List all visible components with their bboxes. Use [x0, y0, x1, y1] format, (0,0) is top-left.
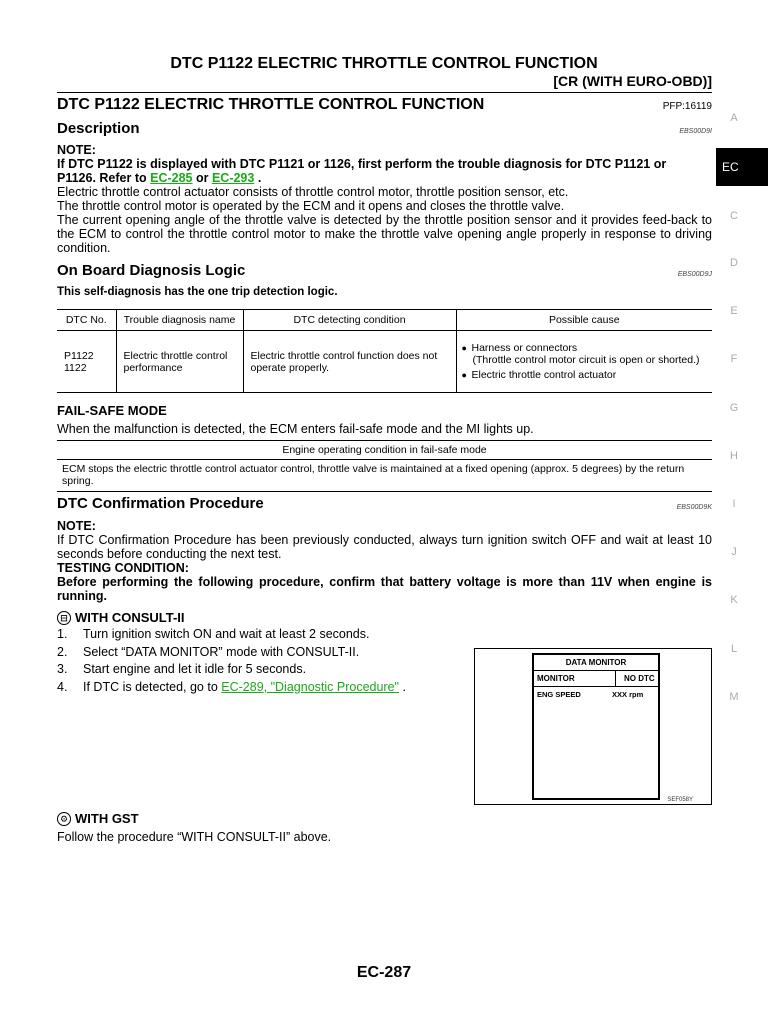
- confirmation-note-text: If DTC Confirmation Procedure has been previously conducted, always turn ignition switch OFF and wait at least 10 seconds before conducting the next test.: [57, 533, 712, 561]
- monitor-item-value: XXX rpm: [612, 690, 644, 699]
- description-paragraph-1: Electric throttle control actuator consists of throttle control motor, throttle position sensor, etc.: [57, 185, 569, 199]
- step-text: Turn ignition switch ON and wait at least 2 seconds.: [83, 627, 370, 641]
- failsafe-table-header: Engine operating condition in fail-safe mode: [57, 440, 712, 460]
- description-note-line2: [57, 171, 261, 185]
- description-code: EBS00D9I: [679, 128, 712, 135]
- description-heading: Description: [57, 120, 140, 137]
- description-note-line1: If DTC P1122 is displayed with DTC P1121 or 1126, first perform the trouble diagnosis for DTC P1121 or: [57, 157, 667, 171]
- failsafe-table-body: ECM stops the electric throttle control actuator control, throttle valve is maintained at a fixed opening (approx. 5 degrees) by the return spring.: [57, 460, 712, 492]
- testing-condition-label: TESTING CONDITION:: [57, 561, 189, 575]
- page-number: EC-287: [356, 964, 412, 981]
- sidebar-item-k[interactable]: K: [730, 594, 738, 606]
- sidebar-item-l[interactable]: L: [730, 643, 738, 655]
- column-header-dtc-no: DTC No.: [57, 310, 116, 331]
- monitor-column-label: MONITOR: [534, 671, 616, 686]
- sidebar-item-e[interactable]: E: [730, 305, 738, 317]
- consult-steps: [57, 627, 406, 697]
- trouble-name-cell: Electric throttle control performance: [116, 331, 243, 393]
- monitor-status: NO DTC: [624, 674, 655, 683]
- column-header-possible-cause: Possible cause: [456, 310, 712, 331]
- list-item: [57, 645, 406, 663]
- dtc-table: [57, 309, 712, 393]
- page-header-title: DTC P1122 ELECTRIC THROTTLE CONTROL FUNCTION: [170, 55, 598, 72]
- note-text-suffix: .: [254, 171, 262, 185]
- step-4-suffix: .: [398, 679, 406, 694]
- gst-text: Follow the procedure “WITH CONSULT-II” above.: [57, 830, 332, 844]
- testing-condition-text: Before performing the following procedure, confirm that battery voltage is more than 11V when engine is running.: [57, 575, 712, 603]
- step-text: Start engine and let it idle for 5 seconds.: [83, 662, 307, 676]
- dtc-code-short: 1122: [64, 361, 87, 374]
- step-number: 2.: [57, 644, 68, 659]
- list-item: [57, 627, 406, 645]
- link-ec-289-diagnostic-procedure[interactable]: EC-289, "Diagnostic Procedure": [221, 679, 399, 694]
- failsafe-heading: FAIL-SAFE MODE: [57, 403, 167, 418]
- header-rule: [57, 92, 712, 93]
- list-item: [57, 680, 406, 698]
- data-monitor-title: DATA MONITOR: [534, 655, 658, 671]
- data-monitor-header-row: [534, 671, 658, 687]
- obd-intro: This self-diagnosis has the one trip detection logic.: [57, 286, 338, 298]
- bullet-icon: ●: [461, 369, 467, 380]
- data-monitor-screen: [532, 653, 660, 800]
- cause-item: [462, 369, 706, 382]
- sidebar-item-c[interactable]: C: [730, 210, 738, 222]
- gst-icon: ⚙: [57, 812, 71, 826]
- sidebar-tab-ec[interactable]: EC: [716, 148, 768, 186]
- table-row: [57, 331, 712, 393]
- confirmation-heading: DTC Confirmation Procedure: [57, 495, 264, 512]
- confirmation-code: EBS00D9K: [676, 504, 712, 511]
- column-header-trouble-name: Trouble diagnosis name: [116, 310, 243, 331]
- gst-heading: WITH GST: [75, 811, 139, 826]
- monitor-item-name: ENG SPEED: [537, 690, 581, 699]
- consult-heading: WITH CONSULT-II: [75, 610, 185, 625]
- sidebar-item-f[interactable]: F: [730, 353, 738, 365]
- failsafe-text: When the malfunction is detected, the ECM enters fail-safe mode and the MI lights up.: [57, 422, 534, 436]
- sidebar-item-m[interactable]: M: [729, 691, 739, 703]
- note-text-prefix: P1126. Refer to: [57, 171, 151, 185]
- figure-code: SEF058Y: [667, 797, 693, 803]
- detecting-condition-cell: Electric throttle control function does not operate properly.: [243, 331, 456, 393]
- column-header-detecting-condition: DTC detecting condition: [243, 310, 456, 331]
- dtc-code: P1122: [64, 349, 94, 362]
- step-4-prefix: If DTC is detected, go to: [83, 679, 222, 694]
- step-number: 4.: [57, 679, 68, 694]
- consult-icon: ⊟: [57, 611, 71, 625]
- page-header-subtitle: [CR (WITH EURO-OBD)]: [553, 73, 712, 89]
- pfp-code: PFP:16119: [662, 101, 712, 112]
- sidebar-item-a[interactable]: A: [730, 112, 738, 124]
- sidebar-item-g[interactable]: G: [729, 402, 739, 414]
- gst-heading-row: [57, 811, 139, 826]
- sidebar-item-j[interactable]: J: [731, 546, 737, 558]
- confirmation-note-label: NOTE:: [57, 519, 96, 533]
- obd-heading: On Board Diagnosis Logic: [57, 262, 246, 279]
- step-text: [83, 680, 406, 698]
- description-paragraph-2: The throttle control motor is operated by the ECM and it opens and closes the throttle valve.: [57, 199, 565, 213]
- list-item: [57, 662, 406, 680]
- step-text: Select “DATA MONITOR” mode with CONSULT-II.: [83, 644, 360, 659]
- possible-cause-cell: [456, 331, 712, 393]
- data-monitor-item-row: [534, 687, 658, 703]
- dtc-table-header-row: [57, 310, 712, 331]
- dtc-number-cell: [57, 331, 116, 393]
- bullet-icon: ●: [461, 342, 467, 353]
- failsafe-table: [57, 440, 712, 492]
- step-number: 1.: [57, 627, 68, 641]
- sidebar-item-i[interactable]: I: [732, 498, 736, 510]
- link-ec-285[interactable]: EC-285: [150, 171, 193, 185]
- note-text-mid: or: [192, 171, 212, 185]
- obd-code: EBS00D9J: [677, 271, 712, 278]
- cause-2: Electric throttle control actuator: [471, 368, 617, 381]
- step-number: 3.: [57, 662, 68, 676]
- cause-item: [462, 342, 706, 366]
- data-monitor-figure: [474, 648, 712, 805]
- sidebar-item-h[interactable]: H: [730, 450, 738, 462]
- consult-heading-row: [57, 610, 185, 625]
- link-ec-293[interactable]: EC-293: [211, 171, 255, 185]
- cause-1-detail: (Throttle control motor circuit is open or shorted.): [472, 353, 700, 366]
- sidebar-item-d[interactable]: D: [730, 257, 738, 269]
- cause-1: Harness or connectors: [471, 341, 578, 354]
- description-note-label: NOTE:: [57, 143, 96, 157]
- description-paragraph-3: The current opening angle of the throttle valve is detected by the throttle position sensor and it provides feed-back to the ECM to control the throttle control motor to make the throttle valve opening angle properly in response to driving condition.: [57, 213, 712, 255]
- section-title: DTC P1122 ELECTRIC THROTTLE CONTROL FUNCTION: [57, 96, 485, 113]
